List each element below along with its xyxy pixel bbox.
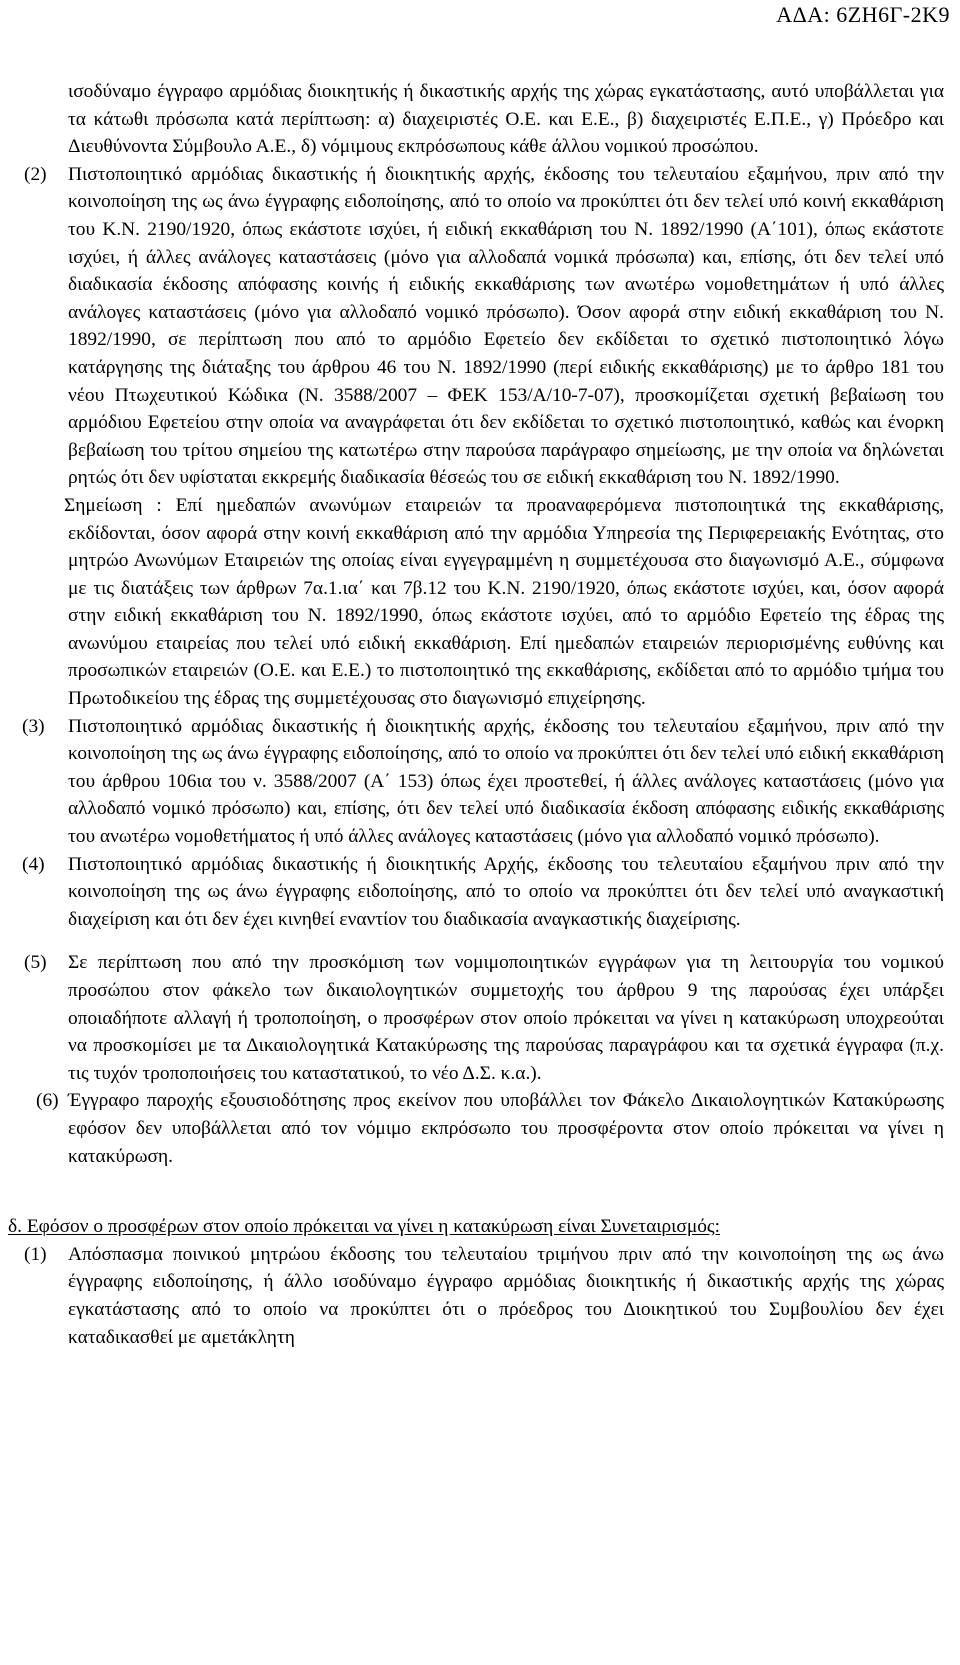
list-item-text: Έγγραφο παροχής εξουσιοδότησης προς εκείνον που υποβάλλει τον Φάκελο Δικαιολογητικών Κατακύρωσης εφόσον δεν υποβάλλεται από τον νόμιμο εκπρόσωπο του προσφέροντα στον οποίο πρόκειται να γίνει η κατακύρωση. [68, 1090, 944, 1167]
note-text: Επί ημεδαπών ανωνύμων εταιρειών τα προαναφερόμενα πιστοποιητικά της εκκαθάρισης, εκδίδονται, όσον αφορά στην κοινή εκκαθάριση από την αρμόδια Υπηρεσία της Περιφερειακής Ενότητας, στο μητρώο Ανωνύμων Εταιρειών της οποίας είναι εγγεγραμμένη η συμμετέχουσα στο διαγωνισμό Α.Ε., σύμφωνα με τις διατάξεις των άρθρων 7α.1.ια΄ και 7β.12 του Κ.Ν. 2190/1920, όπως εκάστοτε ισχύει, και, όσον αφορά στην ειδική εκκαθάριση του Ν. 1892/1990, όπως εκάστοτε ισχύει, από το αρμόδιο Εφετείο της έδρας της ανωνύμου εταιρείας που τελεί υπό ειδική εκκαθάριση. Επί ημεδαπών εταιρειών περιορισμένης ευθύνης και προσωπικών εταιρειών (Ο.Ε. και Ε.Ε.) το πιστοποιητικό της εκκαθάρισης, εκδίδεται από το αρμόδιο τμήμα του Πρωτοδικείου της έδρας της συμμετέχουσας στο διαγωνισμό επιχείρησης. [68, 494, 944, 710]
list-item-5 [0, 949, 960, 1087]
list-item-text: Πιστοποιητικό αρμόδιας δικαστικής ή διοικητικής αρχής, έκδοσης του τελευταίου εξαμήνου, πριν από την κοινοποίηση της ως άνω έγγραφης ειδοποίησης, από το οποίο να προκύπτει ότι δεν τελεί υπό κοινή εκκαθάριση του Κ.Ν. 2190/1920, όπως εκάστοτε ισχύει, ή ειδική εκκαθάριση του Ν. 1892/1990 (Α΄101), όπως εκάστοτε ισχύει, ή άλλες ανάλογες καταστάσεις (μόνο για αλλοδαπά νομικά πρόσωπα) και, επίσης, ότι δεν τελεί υπό διαδικασία έκδοσης απόφασης κοινής ή ειδικής εκκαθάρισης των ανωτέρω νομοθετημάτων ή υπό άλλες ανάλογες καταστάσεις (μόνο για αλλοδαπό νομικό πρόσωπο). Όσον αφορά στην ειδική εκκαθάριση του Ν. 1892/1990, σε περίπτωση που από το αρμόδιο Εφετείο δεν εκδίδεται το σχετικό πιστοποιητικό λόγω κατάργησης της διάταξης του άρθρου 46 του Ν. 1892/1990 (περί ειδικής εκκαθάρισης) με το άρθρο 181 του νέου Πτωχευτικού Κώδικα (Ν. 3588/2007 – ΦΕΚ 153/Α/10-7-07), προσκομίζεται σχετική βεβαίωση του αρμόδιου Εφετείου στην οποία να αναγράφεται ότι δεν εκδίδεται το σχετικό πιστοποιητικό, καθώς και ένορκη βεβαίωση του τρίτου σημείου της κατωτέρω στην παρούσα παράγραφο σημείωσης, με την οποία να δηλώνεται ρητώς ότι δεν υφίσταται εκκρεμής διαδικασία θέσεώς του σε ειδική εκκαθάριση του Ν. 1892/1990. [68, 163, 944, 489]
list-item-text: Απόσπασμα ποινικού μητρώου έκδοσης του τελευταίου τριμήνου πριν από την κοινοποίηση της ως άνω έγγραφης ειδοποίησης, ή άλλο ισοδύναμο έγγραφο αρμόδιας διοικητικής ή δικαστικής αρχής της χώρας εγκατάστασης από το οποίο να προκύπτει ότι ο πρόεδρος του Διοικητικού του Συμβουλίου δεν έχει καταδικασθεί με αμετάκλητη [68, 1243, 944, 1348]
section-d-list-item-1 [0, 1241, 960, 1351]
list-item-6 [0, 1087, 960, 1170]
list-item-text: Πιστοποιητικό αρμόδιας δικαστικής ή διοικητικής Αρχής, έκδοσης του τελευταίου εξαμήνου πριν από την κοινοποίηση της ως άνω έγγραφης ειδοποίησης, από το οποίο να προκύπτει ότι δεν τελεί υπό αναγκαστική διαχείριση και ότι δεν έχει κινηθεί εναντίον του διαδικασία αναγκαστικής διαχείρισης. [68, 853, 944, 930]
intro-paragraph: ισοδύναμο έγγραφο αρμόδιας διοικητικής ή δικαστικής αρχής της χώρας εγκατάστασης, αυτό υποβάλλεται για τα κάτωθι πρόσωπα κατά περίπτωση: α) διαχειριστές Ο.Ε. και Ε.Ε., β) διαχειριστές Ε.Π.Ε., γ) Πρόεδρο και Διευθύνοντα Σύμβουλο Α.Ε., δ) νόμιμους εκπρόσωπους κάθε άλλου νομικού προσώπου. [68, 81, 944, 158]
list-number: (6) [36, 1090, 59, 1112]
list-item-text: Σε περίπτωση που από την προσκόμιση των νομιμοποιητικών εγγράφων για τη λειτουργία του νομικού προσώπου στον φάκελο των δικαιολογητικών συμμετοχής του άρθρου 9 της παρούσας έχει υπάρξει οποιαδήποτε αλλαγή ή τροποποίηση, ο προσφέρων στον οποίο πρόκειται να γίνει η κατακύρωση υποχρεούται να προσκομίσει με τα Δικαιολογητικά Κατακύρωσης της παρούσας παραγράφου και τα σχετικά έγγραφα (π.χ. τις τυχόν τροποποιήσεις του καταστατικού, το νέο Δ.Σ. κ.α.). [68, 952, 944, 1084]
list-item-2 [0, 161, 960, 492]
section-d-heading: δ. Εφόσον ο προσφέρων στον οποίο πρόκειται να γίνει η κατακύρωση είναι Συνεταιρισμός: [8, 1216, 720, 1238]
list-number: (4) [22, 853, 45, 875]
list-number: (5) [24, 952, 47, 974]
note-label: Σημείωση : [64, 494, 162, 516]
list-item-text: Πιστοποιητικό αρμόδιας δικαστικής ή διοικητικής αρχής, έκδοσης του τελευταίου εξαμήνου, πριν από την κοινοποίηση της ως άνω έγγραφης ειδοποίησης, από το οποίο να προκύπτει ότι δεν τελεί υπό ειδική εκκαθάριση του άρθρου 106ια του ν. 3588/2007 (Α΄ 153) όπως έχει προστεθεί, ή άλλες ανάλογες καταστάσεις (μόνο για αλλοδαπό νομικό πρόσωπο) και, επίσης, ότι δεν τελεί υπό διαδικασία έκδοση απόφασης ειδικής εκκαθάρισης του ανωτέρω νομοθετήματος ή υπό άλλες ανάλογες καταστάσεις (μόνο για αλλοδαπό νομικό πρόσωπο). [68, 715, 944, 848]
list-number: (3) [22, 715, 45, 737]
list-item-4 [0, 851, 960, 934]
list-number: (1) [24, 1243, 47, 1265]
list-item-3 [0, 713, 960, 851]
document-body [0, 78, 960, 1351]
ada-document-code: ΑΔΑ: 6ΖΗ6Γ-2Κ9 [776, 2, 950, 27]
note-paragraph [0, 492, 960, 713]
list-number: (2) [24, 163, 47, 185]
